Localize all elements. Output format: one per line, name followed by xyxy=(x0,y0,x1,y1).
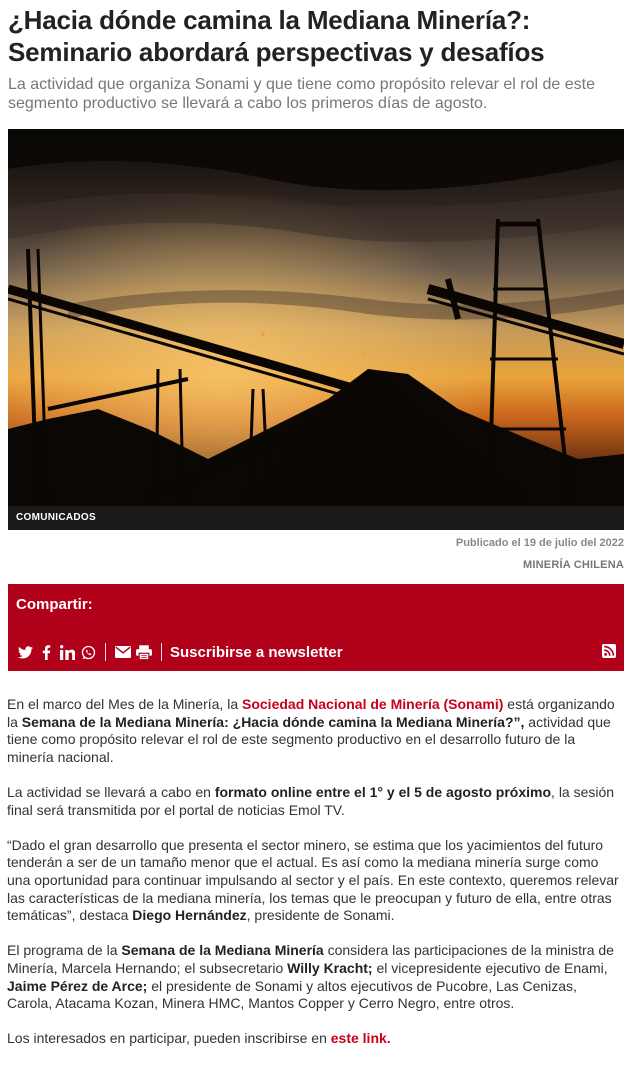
article-subtitle: La actividad que organiza Sonami y que tiene como propósito relevar el rol de este segmento productivo se llevará a cabo los primeros días de agosto. xyxy=(8,76,596,112)
facebook-icon[interactable] xyxy=(37,643,55,661)
newsletter-link[interactable]: Suscribirse a newsletter xyxy=(170,643,343,661)
article-body xyxy=(7,696,625,1065)
paragraph-5: Los interesados en participar, pueden inscribirse en este link. xyxy=(7,1030,391,1047)
register-link[interactable]: este link. xyxy=(330,1030,391,1047)
paragraph-3: “Dado el gran desarrollo que presenta el sector minero, se estima que los yacimientos del futuro tenderán a ser de un tamaño menor que el actual. Es así como la mediana minería surge como una oportunidad para continuar impulsando al sector y el país. En este contexto, queremos relevar las características de la mediana minería, los temas que le preocupan y futuro de ella, entre otras temáticas”, destaca Diego Hernández, presidente de Sonami. xyxy=(7,836,619,924)
paragraph-4: El programa de la Semana de la Mediana Minería considera las participaciones de la ministra de Minería, Marcela Hernando; el subsecretario Willy Kracht; el vicepresidente ejecutivo de Enami, Jaime Pérez de Arce; el presidente de Sonami y altos ejecutivos de Pucobre, Las Cenizas, Carola, Atacama Kozan, Minera HMC, Mantos Copper y Cerro Negro, entre otros. xyxy=(7,942,614,1012)
share-panel xyxy=(8,584,624,671)
paragraph-2: La actividad se llevará a cabo en formato online entre el 1° y el 5 de agosto próximo, la sesión final será transmitida por el portal de noticias Emol TV. xyxy=(7,783,615,818)
source-label: MINERÍA CHILENA xyxy=(523,559,624,571)
divider xyxy=(105,643,106,661)
divider xyxy=(161,643,162,661)
linkedin-icon[interactable] xyxy=(58,643,76,661)
paragraph-1: En el marco del Mes de la Minería, la Sociedad Nacional de Minería (Sonami) está organizando la Semana de la Mediana Minería: ¿Hacia dónde camina la Mediana Minería?”, actividad que tiene como propósito relevar el rol de este segmento productivo en el desarrollo futuro de la minería nacional. xyxy=(7,696,615,765)
email-icon[interactable] xyxy=(114,643,132,661)
whatsapp-icon[interactable] xyxy=(79,643,97,661)
article-title: ¿Hacia dónde camina la Mediana Minería?: Seminario abordará perspectivas y desafíos xyxy=(8,5,545,67)
twitter-icon[interactable] xyxy=(16,643,34,661)
print-icon[interactable] xyxy=(135,643,153,661)
publish-date: Publicado el 19 de julio del 2022 xyxy=(455,537,624,549)
hero-image xyxy=(8,129,624,530)
sonami-link[interactable]: Sociedad Nacional de Minería (Sonami) xyxy=(242,696,504,712)
rss-icon[interactable] xyxy=(602,644,616,658)
share-label: Compartir: xyxy=(16,596,93,613)
share-bar xyxy=(16,642,343,662)
mining-sunset-photo xyxy=(8,129,624,530)
category-tag[interactable]: COMUNICADOS xyxy=(8,506,624,530)
